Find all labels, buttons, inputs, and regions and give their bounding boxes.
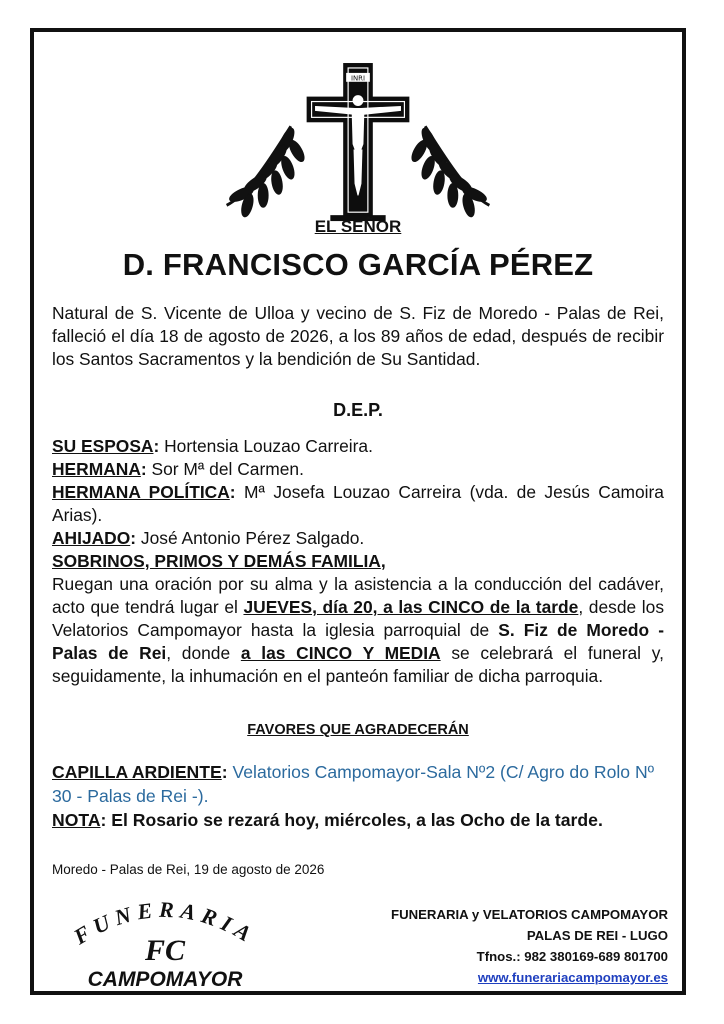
contact-company: FUNERARIA y VELATORIOS CAMPOMAYOR: [391, 907, 668, 922]
ahijado-label: AHIJADO: [52, 528, 131, 548]
place-date: Moredo - Palas de Rei, 19 de agosto de 2026: [52, 862, 325, 877]
capilla-colon: :: [221, 762, 228, 782]
ruegan-text-3: , donde: [166, 643, 241, 663]
ruegan-where: S. Fiz de Moredo - Palas de Rei: [52, 620, 665, 663]
ruegan-text-2: , desde los Velatorios Campomayor hasta la iglesia parroquial de: [52, 597, 665, 640]
svg-text:INRI: INRI: [350, 74, 366, 83]
contact-phones: Tfnos.: 982 380169-689 801700: [476, 949, 668, 964]
ruegan-time: a las CINCO Y MEDIA: [240, 643, 441, 663]
hermana-label: HERMANA: [52, 459, 141, 479]
contact-block: [391, 904, 668, 988]
deceased-title: EL SEÑOR: [314, 217, 402, 236]
family-section: [52, 435, 664, 688]
ahijado-value: José Antonio Pérez Salgado.: [140, 528, 365, 548]
contact-location: PALAS DE REI - LUGO: [526, 928, 668, 943]
family-sobrinos: [52, 550, 664, 573]
crucifix-icon: [307, 63, 410, 221]
hermana-colon: :: [140, 459, 147, 479]
capilla-line: [52, 760, 664, 808]
obituary-frame: [30, 28, 686, 995]
dep-heading: D.E.P.: [333, 400, 383, 420]
favores-heading: FAVORES QUE AGRADECERÁN: [247, 722, 469, 738]
nota-text: : El Rosario se rezará hoy, miércoles, a las Ocho de la tarde.: [100, 810, 603, 830]
capilla-section: [52, 760, 664, 832]
capilla-label: CAPILLA ARDIENTE: [52, 762, 222, 782]
ruegan-when: JUEVES, día 20, a las CINCO de la tarde: [243, 597, 579, 617]
hermana-politica-label: HERMANA POLÍTICA: [52, 482, 230, 502]
hermana-politica-colon: :: [229, 482, 236, 502]
intro-paragraph: Natural de S. Vicente de Ulloa y vecino de S. Fiz de Moredo - Palas de Rei, falleció el día 18 de agosto de 2026, a los 89 años de edad, después de recibir los Santos Sacramentos y la bendición de Su Santidad.: [52, 303, 664, 369]
hermana-politica-value: Mª Josefa Louzao Carreira (vda. de Jesús Camoira Arias).: [52, 482, 664, 525]
family-hermana: [52, 458, 664, 481]
cross-and-laurels-illustration: [34, 56, 682, 236]
svg-text:FC: FC: [144, 934, 186, 967]
esposa-value: Hortensia Louzao Carreira.: [164, 436, 373, 456]
hermana-value: Sor Mª del Carmen.: [151, 459, 304, 479]
sobrinos-comma: ,: [380, 551, 386, 571]
family-ahijado: [52, 527, 664, 550]
esposa-colon: :: [153, 436, 160, 456]
ruegan-text-1: Ruegan una oración por su alma y la asistencia a la conducción del cadáver, acto que tendrá lugar el: [52, 574, 664, 617]
ruegan-paragraph: [52, 573, 664, 688]
funeraria-campomayor-logo: [50, 890, 280, 990]
capilla-value: Velatorios Campomayor-Sala Nº2 (C/ Agro do Rolo Nº 30 - Palas de Rei -).: [52, 762, 655, 806]
sobrinos-label: SOBRINOS, PRIMOS Y DEMÁS FAMILIA: [52, 551, 381, 571]
esposa-label: SU ESPOSA: [52, 436, 154, 456]
svg-text:FUNERARIA: FUNERARIA: [69, 896, 261, 950]
laurel-left-icon: [227, 126, 307, 218]
deceased-name: D. FRANCISCO GARCÍA PÉREZ: [122, 247, 594, 282]
ahijado-colon: :: [130, 528, 137, 548]
ruegan-text-4: se celebrará el funeral y, seguidamente, la inhumación en el panteón familiar de dicha parroquia.: [52, 643, 664, 686]
website-link[interactable]: www.funerariacampomayor.es: [477, 970, 668, 985]
family-esposa: [52, 435, 664, 458]
nota-line: [52, 808, 664, 832]
svg-text:CAMPOMAYOR: CAMPOMAYOR: [87, 968, 243, 990]
family-hermana-politica: [52, 481, 664, 527]
laurel-right-icon: [409, 126, 489, 218]
nota-label: NOTA: [52, 810, 101, 830]
